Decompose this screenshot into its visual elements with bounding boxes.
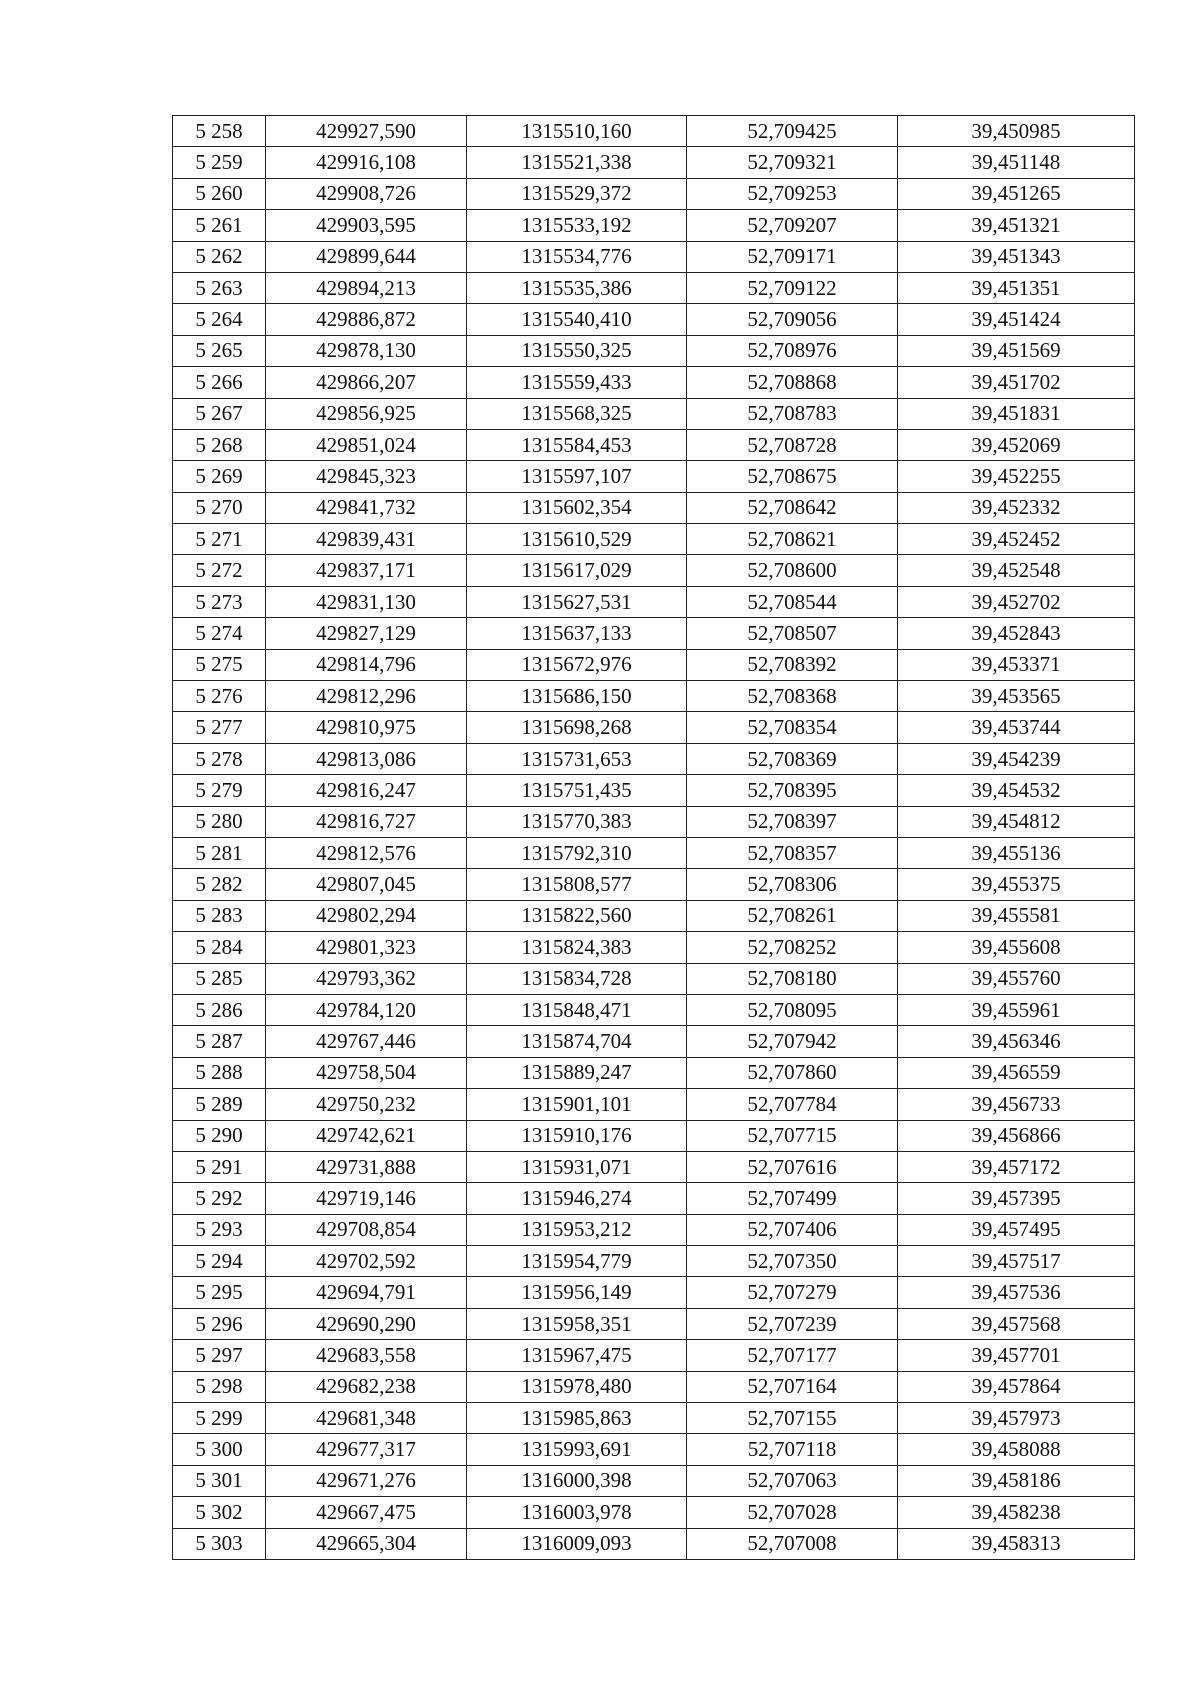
longitude-cell: 39,458088	[898, 1434, 1135, 1465]
x-coordinate-cell: 429731,888	[266, 1151, 467, 1182]
longitude-cell: 39,457864	[898, 1371, 1135, 1402]
table-row	[173, 1308, 1135, 1339]
table-row	[173, 994, 1135, 1025]
x-coordinate-cell: 429810,975	[266, 712, 467, 743]
y-coordinate-cell: 1315540,410	[467, 304, 687, 335]
x-coordinate-cell: 429878,130	[266, 335, 467, 366]
table-row	[173, 1434, 1135, 1465]
x-coordinate-cell: 429677,317	[266, 1434, 467, 1465]
longitude-cell: 39,458313	[898, 1528, 1135, 1559]
longitude-cell: 39,451702	[898, 367, 1135, 398]
table-row	[173, 1246, 1135, 1277]
longitude-cell: 39,457701	[898, 1340, 1135, 1371]
y-coordinate-cell: 1315792,310	[467, 837, 687, 868]
longitude-cell: 39,451424	[898, 304, 1135, 335]
latitude-cell: 52,708252	[687, 932, 898, 963]
table-row	[173, 178, 1135, 209]
latitude-cell: 52,708976	[687, 335, 898, 366]
x-coordinate-cell: 429767,446	[266, 1026, 467, 1057]
longitude-cell: 39,456733	[898, 1089, 1135, 1120]
longitude-cell: 39,452332	[898, 492, 1135, 523]
table-row	[173, 116, 1135, 147]
table-row	[173, 210, 1135, 241]
point-number-cell: 5 280	[173, 806, 266, 837]
longitude-cell: 39,454812	[898, 806, 1135, 837]
latitude-cell: 52,708642	[687, 492, 898, 523]
y-coordinate-cell: 1316009,093	[467, 1528, 687, 1559]
point-number-cell: 5 302	[173, 1497, 266, 1528]
point-number-cell: 5 292	[173, 1183, 266, 1214]
longitude-cell: 39,454239	[898, 743, 1135, 774]
table-row	[173, 681, 1135, 712]
y-coordinate-cell: 1315931,071	[467, 1151, 687, 1182]
longitude-cell: 39,457395	[898, 1183, 1135, 1214]
point-number-cell: 5 288	[173, 1057, 266, 1088]
table-row	[173, 429, 1135, 460]
y-coordinate-cell: 1315985,863	[467, 1403, 687, 1434]
latitude-cell: 52,707155	[687, 1403, 898, 1434]
point-number-cell: 5 303	[173, 1528, 266, 1559]
latitude-cell: 52,708868	[687, 367, 898, 398]
y-coordinate-cell: 1315610,529	[467, 524, 687, 555]
longitude-cell: 39,452548	[898, 555, 1135, 586]
y-coordinate-cell: 1315953,212	[467, 1214, 687, 1245]
latitude-cell: 52,708507	[687, 618, 898, 649]
x-coordinate-cell: 429813,086	[266, 743, 467, 774]
longitude-cell: 39,452255	[898, 461, 1135, 492]
latitude-cell: 52,707164	[687, 1371, 898, 1402]
x-coordinate-cell: 429927,590	[266, 116, 467, 147]
latitude-cell: 52,707008	[687, 1528, 898, 1559]
y-coordinate-cell: 1315958,351	[467, 1308, 687, 1339]
y-coordinate-cell: 1315602,354	[467, 492, 687, 523]
y-coordinate-cell: 1315529,372	[467, 178, 687, 209]
coordinates-table-body	[173, 116, 1135, 1560]
longitude-cell: 39,455961	[898, 994, 1135, 1025]
table-row	[173, 712, 1135, 743]
x-coordinate-cell: 429802,294	[266, 900, 467, 931]
point-number-cell: 5 259	[173, 147, 266, 178]
latitude-cell: 52,709056	[687, 304, 898, 335]
point-number-cell: 5 266	[173, 367, 266, 398]
longitude-cell: 39,457536	[898, 1277, 1135, 1308]
longitude-cell: 39,451148	[898, 147, 1135, 178]
table-row	[173, 1026, 1135, 1057]
y-coordinate-cell: 1315874,704	[467, 1026, 687, 1057]
x-coordinate-cell: 429812,576	[266, 837, 467, 868]
y-coordinate-cell: 1315967,475	[467, 1340, 687, 1371]
x-coordinate-cell: 429831,130	[266, 586, 467, 617]
point-number-cell: 5 272	[173, 555, 266, 586]
latitude-cell: 52,709207	[687, 210, 898, 241]
y-coordinate-cell: 1315533,192	[467, 210, 687, 241]
x-coordinate-cell: 429719,146	[266, 1183, 467, 1214]
x-coordinate-cell: 429690,290	[266, 1308, 467, 1339]
y-coordinate-cell: 1315824,383	[467, 932, 687, 963]
table-row	[173, 806, 1135, 837]
point-number-cell: 5 260	[173, 178, 266, 209]
table-row	[173, 304, 1135, 335]
y-coordinate-cell: 1315510,160	[467, 116, 687, 147]
y-coordinate-cell: 1315627,531	[467, 586, 687, 617]
table-row	[173, 1183, 1135, 1214]
point-number-cell: 5 263	[173, 272, 266, 303]
latitude-cell: 52,707028	[687, 1497, 898, 1528]
point-number-cell: 5 274	[173, 618, 266, 649]
table-row	[173, 1120, 1135, 1151]
y-coordinate-cell: 1315808,577	[467, 869, 687, 900]
table-row	[173, 1277, 1135, 1308]
x-coordinate-cell: 429908,726	[266, 178, 467, 209]
latitude-cell: 52,709122	[687, 272, 898, 303]
latitude-cell: 52,707239	[687, 1308, 898, 1339]
latitude-cell: 52,708728	[687, 429, 898, 460]
longitude-cell: 39,452452	[898, 524, 1135, 555]
longitude-cell: 39,455375	[898, 869, 1135, 900]
point-number-cell: 5 281	[173, 837, 266, 868]
point-number-cell: 5 283	[173, 900, 266, 931]
point-number-cell: 5 265	[173, 335, 266, 366]
point-number-cell: 5 273	[173, 586, 266, 617]
table-row	[173, 743, 1135, 774]
x-coordinate-cell: 429683,558	[266, 1340, 467, 1371]
x-coordinate-cell: 429784,120	[266, 994, 467, 1025]
y-coordinate-cell: 1315731,653	[467, 743, 687, 774]
y-coordinate-cell: 1315568,325	[467, 398, 687, 429]
x-coordinate-cell: 429837,171	[266, 555, 467, 586]
longitude-cell: 39,455760	[898, 963, 1135, 994]
latitude-cell: 52,707063	[687, 1465, 898, 1496]
table-row	[173, 1528, 1135, 1559]
x-coordinate-cell: 429694,791	[266, 1277, 467, 1308]
x-coordinate-cell: 429801,323	[266, 932, 467, 963]
y-coordinate-cell: 1315637,133	[467, 618, 687, 649]
point-number-cell: 5 294	[173, 1246, 266, 1277]
y-coordinate-cell: 1315584,453	[467, 429, 687, 460]
latitude-cell: 52,708600	[687, 555, 898, 586]
table-row	[173, 492, 1135, 523]
table-row	[173, 272, 1135, 303]
table-row	[173, 461, 1135, 492]
latitude-cell: 52,708544	[687, 586, 898, 617]
latitude-cell: 52,708369	[687, 743, 898, 774]
longitude-cell: 39,451265	[898, 178, 1135, 209]
latitude-cell: 52,707860	[687, 1057, 898, 1088]
latitude-cell: 52,709425	[687, 116, 898, 147]
latitude-cell: 52,708783	[687, 398, 898, 429]
latitude-cell: 52,707177	[687, 1340, 898, 1371]
point-number-cell: 5 268	[173, 429, 266, 460]
y-coordinate-cell: 1315848,471	[467, 994, 687, 1025]
point-number-cell: 5 286	[173, 994, 266, 1025]
x-coordinate-cell: 429750,232	[266, 1089, 467, 1120]
table-row	[173, 649, 1135, 680]
y-coordinate-cell: 1315535,386	[467, 272, 687, 303]
point-number-cell: 5 298	[173, 1371, 266, 1402]
latitude-cell: 52,707499	[687, 1183, 898, 1214]
point-number-cell: 5 293	[173, 1214, 266, 1245]
point-number-cell: 5 278	[173, 743, 266, 774]
latitude-cell: 52,707279	[687, 1277, 898, 1308]
x-coordinate-cell: 429702,592	[266, 1246, 467, 1277]
x-coordinate-cell: 429899,644	[266, 241, 467, 272]
longitude-cell: 39,458238	[898, 1497, 1135, 1528]
y-coordinate-cell: 1315822,560	[467, 900, 687, 931]
x-coordinate-cell: 429812,296	[266, 681, 467, 712]
point-number-cell: 5 269	[173, 461, 266, 492]
longitude-cell: 39,458186	[898, 1465, 1135, 1496]
table-row	[173, 1465, 1135, 1496]
x-coordinate-cell: 429681,348	[266, 1403, 467, 1434]
point-number-cell: 5 300	[173, 1434, 266, 1465]
table-row	[173, 555, 1135, 586]
x-coordinate-cell: 429845,323	[266, 461, 467, 492]
latitude-cell: 52,709321	[687, 147, 898, 178]
longitude-cell: 39,457495	[898, 1214, 1135, 1245]
x-coordinate-cell: 429839,431	[266, 524, 467, 555]
x-coordinate-cell: 429665,304	[266, 1528, 467, 1559]
longitude-cell: 39,455581	[898, 900, 1135, 931]
y-coordinate-cell: 1315954,779	[467, 1246, 687, 1277]
point-number-cell: 5 270	[173, 492, 266, 523]
x-coordinate-cell: 429816,727	[266, 806, 467, 837]
x-coordinate-cell: 429708,854	[266, 1214, 467, 1245]
latitude-cell: 52,708368	[687, 681, 898, 712]
y-coordinate-cell: 1315550,325	[467, 335, 687, 366]
longitude-cell: 39,456346	[898, 1026, 1135, 1057]
longitude-cell: 39,455608	[898, 932, 1135, 963]
point-number-cell: 5 267	[173, 398, 266, 429]
y-coordinate-cell: 1315698,268	[467, 712, 687, 743]
latitude-cell: 52,708392	[687, 649, 898, 680]
y-coordinate-cell: 1315901,101	[467, 1089, 687, 1120]
table-row	[173, 1089, 1135, 1120]
longitude-cell: 39,453744	[898, 712, 1135, 743]
y-coordinate-cell: 1315521,338	[467, 147, 687, 178]
x-coordinate-cell: 429814,796	[266, 649, 467, 680]
y-coordinate-cell: 1315946,274	[467, 1183, 687, 1214]
table-row	[173, 398, 1135, 429]
point-number-cell: 5 275	[173, 649, 266, 680]
longitude-cell: 39,452843	[898, 618, 1135, 649]
table-row	[173, 1214, 1135, 1245]
point-number-cell: 5 285	[173, 963, 266, 994]
x-coordinate-cell: 429758,504	[266, 1057, 467, 1088]
longitude-cell: 39,452069	[898, 429, 1135, 460]
table-row	[173, 963, 1135, 994]
point-number-cell: 5 291	[173, 1151, 266, 1182]
table-row	[173, 837, 1135, 868]
table-row	[173, 618, 1135, 649]
longitude-cell: 39,451831	[898, 398, 1135, 429]
point-number-cell: 5 289	[173, 1089, 266, 1120]
y-coordinate-cell: 1316000,398	[467, 1465, 687, 1496]
latitude-cell: 52,708306	[687, 869, 898, 900]
table-row	[173, 900, 1135, 931]
latitude-cell: 52,708395	[687, 775, 898, 806]
y-coordinate-cell: 1315559,433	[467, 367, 687, 398]
table-row	[173, 1340, 1135, 1371]
point-number-cell: 5 262	[173, 241, 266, 272]
table-row	[173, 1371, 1135, 1402]
latitude-cell: 52,707784	[687, 1089, 898, 1120]
table-row	[173, 367, 1135, 398]
point-number-cell: 5 296	[173, 1308, 266, 1339]
coordinates-table	[172, 115, 1135, 1560]
point-number-cell: 5 295	[173, 1277, 266, 1308]
x-coordinate-cell: 429841,732	[266, 492, 467, 523]
y-coordinate-cell: 1315910,176	[467, 1120, 687, 1151]
point-number-cell: 5 290	[173, 1120, 266, 1151]
longitude-cell: 39,453371	[898, 649, 1135, 680]
latitude-cell: 52,707942	[687, 1026, 898, 1057]
latitude-cell: 52,708261	[687, 900, 898, 931]
latitude-cell: 52,707616	[687, 1151, 898, 1182]
table-row	[173, 775, 1135, 806]
y-coordinate-cell: 1315956,149	[467, 1277, 687, 1308]
x-coordinate-cell: 429894,213	[266, 272, 467, 303]
point-number-cell: 5 261	[173, 210, 266, 241]
x-coordinate-cell: 429742,621	[266, 1120, 467, 1151]
x-coordinate-cell: 429793,362	[266, 963, 467, 994]
longitude-cell: 39,457172	[898, 1151, 1135, 1182]
point-number-cell: 5 299	[173, 1403, 266, 1434]
y-coordinate-cell: 1315534,776	[467, 241, 687, 272]
longitude-cell: 39,451343	[898, 241, 1135, 272]
x-coordinate-cell: 429866,207	[266, 367, 467, 398]
point-number-cell: 5 284	[173, 932, 266, 963]
point-number-cell: 5 282	[173, 869, 266, 900]
longitude-cell: 39,457517	[898, 1246, 1135, 1277]
table-row	[173, 524, 1135, 555]
x-coordinate-cell: 429807,045	[266, 869, 467, 900]
x-coordinate-cell: 429916,108	[266, 147, 467, 178]
y-coordinate-cell: 1315597,107	[467, 461, 687, 492]
latitude-cell: 52,708621	[687, 524, 898, 555]
x-coordinate-cell: 429682,238	[266, 1371, 467, 1402]
y-coordinate-cell: 1315770,383	[467, 806, 687, 837]
latitude-cell: 52,708180	[687, 963, 898, 994]
longitude-cell: 39,450985	[898, 116, 1135, 147]
longitude-cell: 39,453565	[898, 681, 1135, 712]
table-row	[173, 335, 1135, 366]
y-coordinate-cell: 1315686,150	[467, 681, 687, 712]
latitude-cell: 52,708357	[687, 837, 898, 868]
table-row	[173, 1151, 1135, 1182]
table-row	[173, 869, 1135, 900]
latitude-cell: 52,708675	[687, 461, 898, 492]
table-row	[173, 241, 1135, 272]
table-row	[173, 1403, 1135, 1434]
table-row	[173, 147, 1135, 178]
latitude-cell: 52,709253	[687, 178, 898, 209]
latitude-cell: 52,707350	[687, 1246, 898, 1277]
latitude-cell: 52,709171	[687, 241, 898, 272]
y-coordinate-cell: 1315617,029	[467, 555, 687, 586]
longitude-cell: 39,456559	[898, 1057, 1135, 1088]
y-coordinate-cell: 1315993,691	[467, 1434, 687, 1465]
x-coordinate-cell: 429671,276	[266, 1465, 467, 1496]
table-row	[173, 1497, 1135, 1528]
x-coordinate-cell: 429827,129	[266, 618, 467, 649]
y-coordinate-cell: 1315978,480	[467, 1371, 687, 1402]
longitude-cell: 39,454532	[898, 775, 1135, 806]
x-coordinate-cell: 429856,925	[266, 398, 467, 429]
y-coordinate-cell: 1315834,728	[467, 963, 687, 994]
y-coordinate-cell: 1315889,247	[467, 1057, 687, 1088]
point-number-cell: 5 279	[173, 775, 266, 806]
point-number-cell: 5 258	[173, 116, 266, 147]
latitude-cell: 52,708397	[687, 806, 898, 837]
latitude-cell: 52,707118	[687, 1434, 898, 1465]
longitude-cell: 39,451569	[898, 335, 1135, 366]
longitude-cell: 39,457568	[898, 1308, 1135, 1339]
longitude-cell: 39,452702	[898, 586, 1135, 617]
table-row	[173, 932, 1135, 963]
longitude-cell: 39,457973	[898, 1403, 1135, 1434]
longitude-cell: 39,456866	[898, 1120, 1135, 1151]
x-coordinate-cell: 429903,595	[266, 210, 467, 241]
point-number-cell: 5 271	[173, 524, 266, 555]
point-number-cell: 5 301	[173, 1465, 266, 1496]
x-coordinate-cell: 429816,247	[266, 775, 467, 806]
latitude-cell: 52,707406	[687, 1214, 898, 1245]
point-number-cell: 5 297	[173, 1340, 266, 1371]
longitude-cell: 39,455136	[898, 837, 1135, 868]
point-number-cell: 5 287	[173, 1026, 266, 1057]
table-row	[173, 586, 1135, 617]
x-coordinate-cell: 429886,872	[266, 304, 467, 335]
point-number-cell: 5 277	[173, 712, 266, 743]
latitude-cell: 52,708095	[687, 994, 898, 1025]
x-coordinate-cell: 429667,475	[266, 1497, 467, 1528]
table-row	[173, 1057, 1135, 1088]
y-coordinate-cell: 1315672,976	[467, 649, 687, 680]
point-number-cell: 5 264	[173, 304, 266, 335]
latitude-cell: 52,708354	[687, 712, 898, 743]
y-coordinate-cell: 1316003,978	[467, 1497, 687, 1528]
longitude-cell: 39,451351	[898, 272, 1135, 303]
x-coordinate-cell: 429851,024	[266, 429, 467, 460]
latitude-cell: 52,707715	[687, 1120, 898, 1151]
point-number-cell: 5 276	[173, 681, 266, 712]
longitude-cell: 39,451321	[898, 210, 1135, 241]
y-coordinate-cell: 1315751,435	[467, 775, 687, 806]
